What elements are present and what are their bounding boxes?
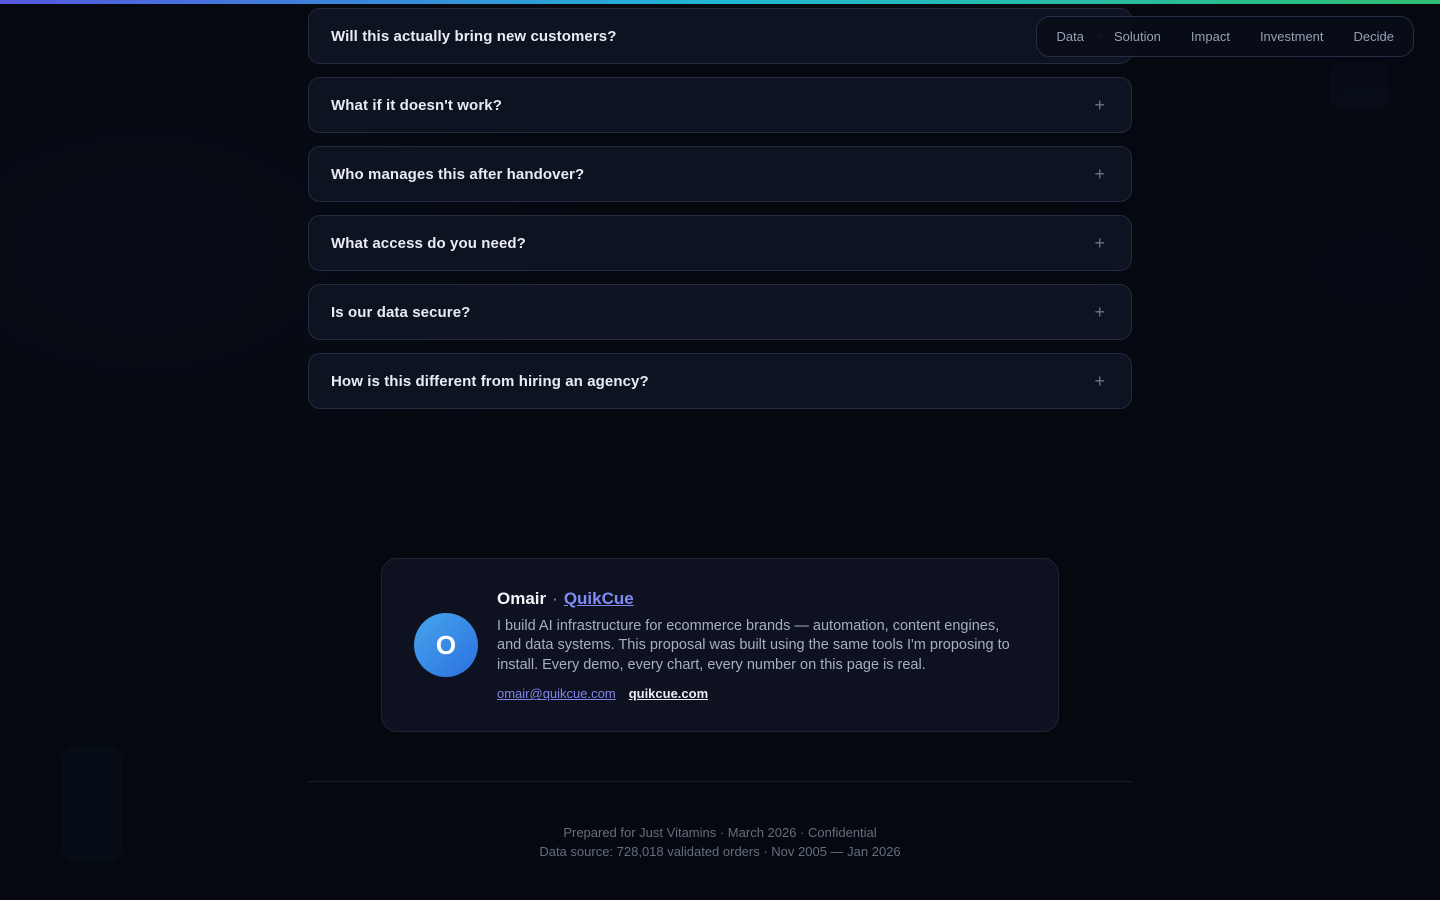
plus-icon: + bbox=[1094, 233, 1105, 253]
avatar-letter: O bbox=[435, 629, 457, 660]
separator-dot: · bbox=[552, 588, 558, 608]
author-title bbox=[497, 589, 1013, 609]
nav-item-investment[interactable]: Investment bbox=[1259, 29, 1324, 44]
author-card bbox=[381, 558, 1059, 732]
footer-line-2: Data source: 728,018 validated orders · Nov 2005 — Jan 2026 bbox=[539, 844, 901, 859]
author-info bbox=[497, 589, 1013, 702]
decorative-shape bbox=[62, 746, 122, 862]
author-links bbox=[497, 686, 1013, 701]
accent-gradient-bar bbox=[0, 0, 1440, 4]
nav-item-impact[interactable]: Impact bbox=[1190, 29, 1230, 44]
decorative-shape bbox=[1330, 62, 1388, 110]
nav-item-data[interactable]: Data bbox=[1056, 29, 1084, 44]
faq-item[interactable] bbox=[308, 353, 1132, 409]
faq-item[interactable] bbox=[308, 284, 1132, 340]
faq-question: What if it doesn't work? bbox=[331, 96, 502, 114]
company-link[interactable]: QuikCue bbox=[563, 588, 634, 608]
nav-item-solution[interactable]: Solution bbox=[1113, 29, 1161, 44]
nav-item-decide[interactable]: Decide bbox=[1353, 29, 1394, 44]
plus-icon: + bbox=[1094, 371, 1105, 391]
footer-line-1: Prepared for Just Vitamins · March 2026 · Confidential bbox=[563, 825, 877, 840]
faq-list bbox=[308, 0, 1132, 409]
email-link[interactable]: omair@quikcue.com bbox=[497, 686, 616, 702]
author-bio: I build AI infrastructure for ecommerce brands — automation, content engines, and data systems. This proposal was built using the same tools I'm proposing to install. Every demo, every chart, every number on this page is real. bbox=[497, 617, 1010, 673]
plus-icon: + bbox=[1094, 164, 1105, 184]
faq-question: Who manages this after handover? bbox=[331, 165, 585, 183]
section-nav bbox=[1036, 16, 1414, 57]
website-link[interactable]: quikcue.com bbox=[628, 686, 709, 702]
plus-icon: + bbox=[1094, 302, 1105, 322]
footer bbox=[308, 782, 1132, 861]
plus-icon: + bbox=[1094, 95, 1105, 115]
faq-item[interactable] bbox=[308, 146, 1132, 202]
content-column bbox=[308, 0, 1132, 861]
faq-item[interactable] bbox=[308, 77, 1132, 133]
faq-question: What access do you need? bbox=[331, 234, 526, 252]
author-name: Omair bbox=[497, 588, 547, 608]
faq-question: How is this different from hiring an agency? bbox=[331, 372, 649, 390]
faq-question: Is our data secure? bbox=[331, 303, 471, 321]
faq-item[interactable] bbox=[308, 215, 1132, 271]
faq-question: Will this actually bring new customers? bbox=[331, 27, 617, 45]
faq-item[interactable] bbox=[308, 8, 1132, 64]
avatar bbox=[414, 613, 478, 677]
